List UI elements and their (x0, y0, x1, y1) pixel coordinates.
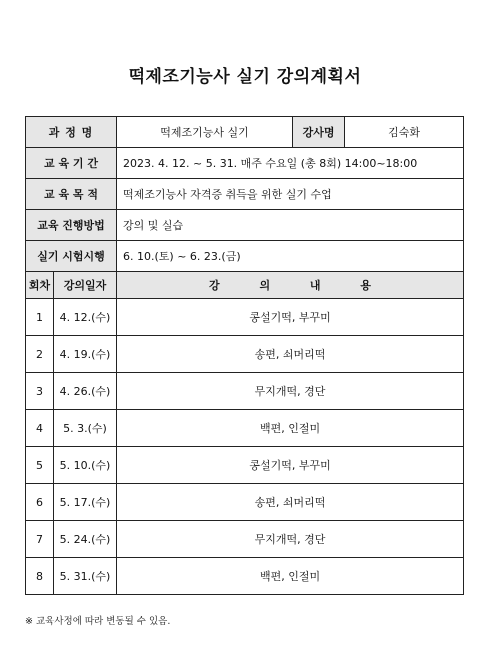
session-number: 8 (26, 558, 54, 595)
method-label: 교육 진행방법 (26, 210, 117, 241)
footnote: ※ 교육사정에 따라 변동될 수 있음. (25, 616, 171, 627)
session-row (26, 521, 464, 558)
exam-value: 6. 10.(토) ~ 6. 23.(금) (117, 241, 464, 272)
session-number: 4 (26, 410, 54, 447)
period-value: 2023. 4. 12. ~ 5. 31. 매주 수요일 (총 8회) 14:00~18:00 (117, 148, 464, 179)
lecture-plan-table (25, 116, 464, 595)
session-number: 5 (26, 447, 54, 484)
session-date: 4. 12.(수) (54, 299, 117, 336)
session-date: 5. 31.(수) (54, 558, 117, 595)
session-content: 콩설기떡, 부꾸미 (117, 447, 464, 484)
session-content: 콩설기떡, 부꾸미 (117, 299, 464, 336)
course-label: 과 정 명 (26, 117, 117, 148)
exam-row (26, 241, 464, 272)
period-label: 교 육 기 간 (26, 148, 117, 179)
session-number: 1 (26, 299, 54, 336)
schedule-header-row (26, 272, 464, 299)
session-row (26, 373, 464, 410)
session-number: 6 (26, 484, 54, 521)
session-content: 백편, 인절미 (117, 410, 464, 447)
session-number: 7 (26, 521, 54, 558)
page-title: 떡제조기능사 실기 강의계획서 (128, 67, 362, 87)
session-row (26, 447, 464, 484)
session-number: 2 (26, 336, 54, 373)
session-row (26, 558, 464, 595)
goal-row (26, 179, 464, 210)
session-header: 회차 (26, 272, 54, 299)
goal-label: 교 육 목 적 (26, 179, 117, 210)
session-content: 무지개떡, 경단 (117, 373, 464, 410)
session-content: 송편, 쇠머리떡 (117, 336, 464, 373)
instructor-label: 강사명 (293, 117, 345, 148)
session-row (26, 336, 464, 373)
session-date: 5. 17.(수) (54, 484, 117, 521)
session-number: 3 (26, 373, 54, 410)
exam-label: 실기 시험시행 (26, 241, 117, 272)
session-content: 무지개떡, 경단 (117, 521, 464, 558)
course-row (26, 117, 464, 148)
session-date: 4. 19.(수) (54, 336, 117, 373)
session-content: 송편, 쇠머리떡 (117, 484, 464, 521)
date-header: 강의일자 (54, 272, 117, 299)
period-row (26, 148, 464, 179)
session-date: 5. 3.(수) (54, 410, 117, 447)
session-date: 4. 26.(수) (54, 373, 117, 410)
session-row (26, 484, 464, 521)
session-content: 백편, 인절미 (117, 558, 464, 595)
content-header: 강 의 내 용 (117, 272, 464, 299)
goal-value: 떡제조기능사 자격증 취득을 위한 실기 수업 (117, 179, 464, 210)
session-row (26, 410, 464, 447)
session-date: 5. 24.(수) (54, 521, 117, 558)
session-date: 5. 10.(수) (54, 447, 117, 484)
session-row (26, 299, 464, 336)
instructor-value: 김숙화 (345, 117, 464, 148)
method-row (26, 210, 464, 241)
method-value: 강의 및 실습 (117, 210, 464, 241)
course-value: 떡제조기능사 실기 (117, 117, 293, 148)
